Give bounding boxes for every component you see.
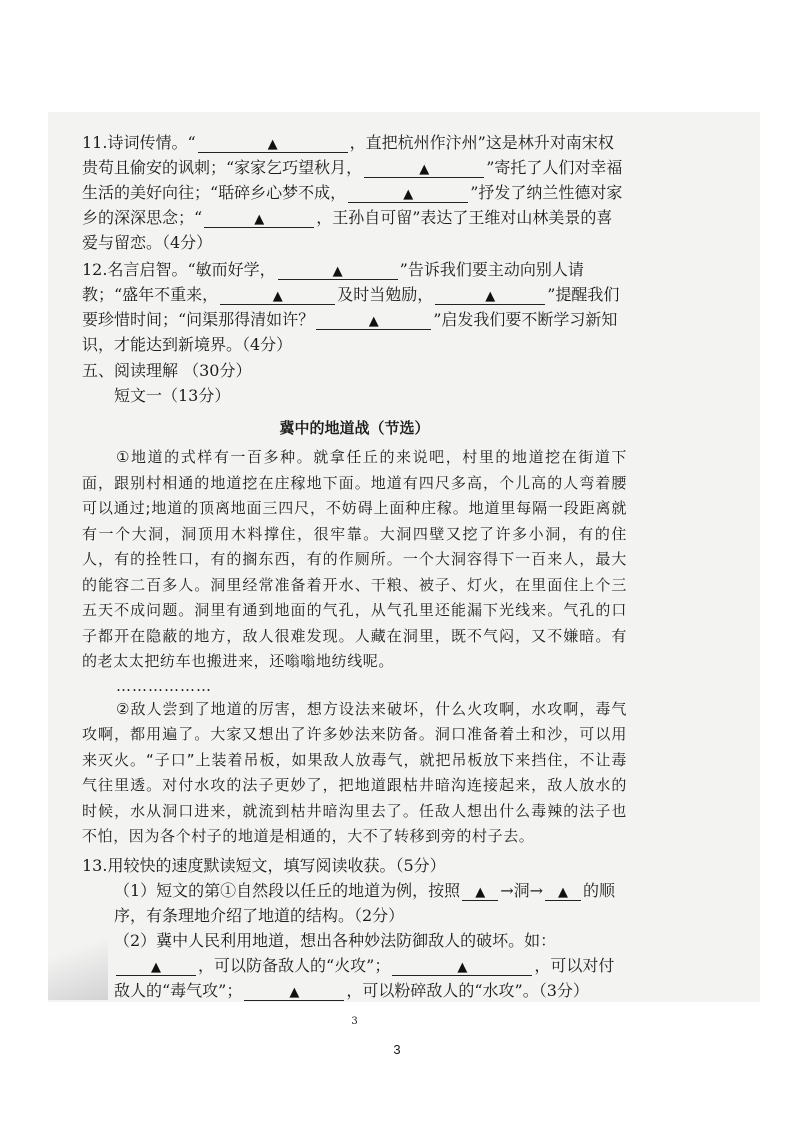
answer-blank[interactable] — [364, 158, 484, 178]
answer-blank[interactable] — [244, 981, 344, 1001]
question-11 — [82, 130, 627, 255]
question-text: ”告诉我们要主动向别人请教；“盛年不重来， — [82, 260, 584, 304]
answer-blank[interactable] — [392, 956, 532, 976]
blank-marker-icon: ▲ — [368, 314, 379, 329]
question-text: 及时当勉励， — [337, 285, 434, 304]
question-number: 12. — [82, 260, 108, 279]
question-text: →洞→ — [500, 880, 544, 900]
answer-blank[interactable] — [220, 285, 335, 305]
subsection-heading: 短文一（13分） — [114, 386, 231, 405]
question-text: 名言启智。“敏而好学， — [107, 260, 276, 279]
blank-marker-icon: ▲ — [485, 289, 496, 304]
blank-marker-icon: ▲ — [403, 187, 414, 202]
question-13-stem: 13.用较快的速度默读短文，填写阅读收获。（5分） — [82, 855, 446, 875]
question-number: 11. — [82, 133, 108, 152]
answer-blank[interactable] — [316, 310, 431, 330]
passage-ellipsis: ……………… — [116, 676, 212, 695]
blank-marker-icon: ▲ — [457, 959, 468, 975]
blank-marker-icon: ▲ — [475, 884, 486, 900]
question-12 — [82, 257, 627, 357]
answer-blank[interactable] — [435, 285, 545, 305]
question-text: 诗词传情。“ — [107, 133, 196, 152]
blank-marker-icon: ▲ — [272, 289, 283, 304]
question-text: ，直把杭州作汴州”这是林升对南宋权贵苟且偷安的讽刺；“家家乞巧望秋月， — [82, 133, 614, 177]
answer-blank[interactable] — [278, 260, 398, 280]
question-text: ”启发我们要不断学习新知识，才能达到新境界。（4分） — [82, 310, 618, 354]
question-text: ，可以防备敌人的“火攻”； — [198, 955, 391, 975]
question-text: ，可以对付敌人的“毒气攻”； — [114, 955, 615, 1000]
answer-blank[interactable] — [198, 133, 348, 153]
blank-marker-icon: ▲ — [267, 137, 278, 152]
blank-marker-icon: ▲ — [151, 959, 161, 975]
blank-marker-icon: ▲ — [419, 162, 430, 177]
question-text: ”提醒我们要珍惜时间；“问渠那得清如许？ — [82, 285, 620, 329]
answer-blank[interactable] — [116, 956, 196, 976]
scan-page-number: 3 — [351, 1015, 358, 1027]
section-heading: 五、阅读理解 （30分） — [82, 361, 252, 380]
question-text: （1）短文的第①自然段以任丘的地道为例，按照 — [114, 880, 461, 900]
question-text: ，可以粉碎敌人的“水攻”。（3分） — [346, 980, 589, 1000]
answer-blank[interactable] — [545, 881, 581, 901]
blank-marker-icon: ▲ — [332, 264, 343, 279]
answer-blank[interactable] — [204, 208, 314, 228]
question-13-part-1 — [82, 878, 627, 928]
question-13-part-2 — [82, 928, 627, 1003]
answer-blank[interactable] — [348, 183, 468, 203]
blank-marker-icon: ▲ — [289, 984, 300, 1000]
passage-title: 冀中的地道战（节选） — [279, 419, 430, 437]
passage-paragraph-1: ①地道的式样有一百多种。就拿任丘的来说吧，村里的地道挖在街道下面，跟别村相通的地道挖在庄稼地下面。地道有四尺多高，个儿高的人弯着腰可以通过;地道的顶离地面三四尺，不妨碍上面种庄稼。地道里每隔一段距离就有一个大洞，洞顶用木料撑住，很牢靠。大洞四壁又挖了许多小洞，有的住人，有的拴牲口，有的搁东西，有的作厕所。一个大洞容得下一百来人，最大的能容二百多人。洞里经常准备着开水、干粮、被子、灯火，在里面住上个三五天不成问题。洞里有通到地面的气孔，从气孔里还能漏下光线来。气孔的口子都开在隐蔽的地方，敌人很难发现。人藏在洞里，既不气闷，又不嫌暗。有的老太太把纺车也搬进来，还嗡嗡地纺线呢。 — [82, 448, 627, 670]
page-number: 3 — [393, 1042, 401, 1057]
blank-marker-icon: ▲ — [254, 212, 265, 227]
passage-paragraph-2: ②敌人尝到了地道的厉害，想方设法来破坏，什么火攻啊，水攻啊，毒气攻啊，都用遍了。大家又想出了许多妙法来防备。洞口准备着土和沙，可以用来灭火。“子口”上装着吊板，如果敌人放毒气，就把吊板放下来挡住，不让毒气往里透。对付水攻的法子更妙了，把地道跟枯井暗沟连接起来，敌人放水的时候，水从洞口进来，就流到枯井暗沟里去了。任敌人想出什么毒辣的法子也不怕，因为各个村子的地道是相通的，大不了转移到旁的村子去。 — [82, 699, 627, 845]
question-text: （2）冀中人民利用地道，想出各种妙法防御敌人的破坏。如： — [114, 930, 557, 950]
question-text: ”寄托了人们对幸福生活的美好向往；“聒碎乡心梦不成， — [82, 158, 623, 202]
answer-blank[interactable] — [462, 881, 498, 901]
document-body — [82, 130, 627, 1034]
question-text: 的顺序，有条理地介绍了地道的结构。（2分） — [114, 880, 616, 925]
blank-marker-icon: ▲ — [558, 884, 569, 900]
question-text: ”抒发了纳兰性德对家乡的深深思念；“ — [82, 183, 623, 227]
question-text: ，王孙自可留”表达了王维对山林美景的喜爱与留恋。（4分） — [82, 208, 613, 252]
